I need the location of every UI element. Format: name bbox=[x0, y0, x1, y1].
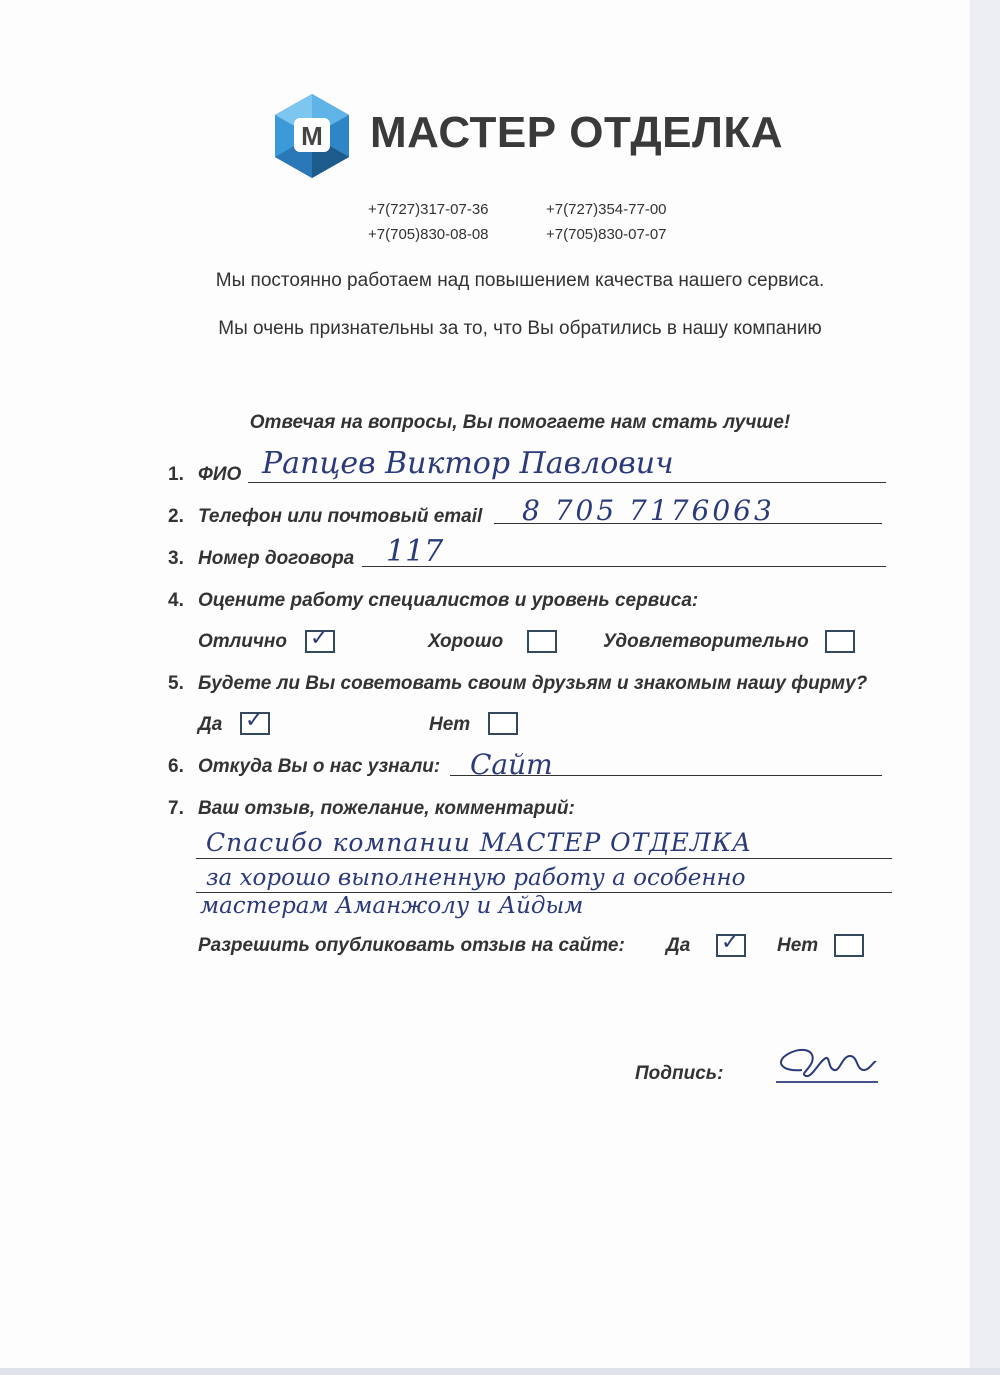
check-mark-icon: ✓ bbox=[721, 930, 740, 955]
phone-4: +7(705)830-07-07 bbox=[546, 226, 667, 243]
q1-answer-line bbox=[248, 482, 886, 483]
rating-excellent-label: Отлично bbox=[198, 631, 288, 652]
q2-number: 2. bbox=[168, 506, 184, 527]
publish-yes-label: Да bbox=[666, 935, 691, 956]
signature-scribble-icon bbox=[772, 1040, 882, 1086]
q2-label: Телефон или почтовый email bbox=[198, 506, 483, 527]
intro-line-2: Мы очень признательны за то, что Вы обратились в нашу компанию bbox=[218, 318, 822, 339]
publish-label: Разрешить опубликовать отзыв на сайте: bbox=[198, 935, 625, 956]
page-edge bbox=[970, 0, 1000, 1375]
brand-logo-icon bbox=[272, 92, 352, 180]
comment-line-1: Спасибо компании МАСТЕР ОТДЕЛКА bbox=[206, 828, 753, 857]
q5-number: 5. bbox=[168, 673, 184, 694]
rating-excellent-checkbox[interactable] bbox=[305, 626, 335, 653]
q4-label: Оцените работу специалистов и уровень сервиса: bbox=[198, 590, 699, 611]
comment-rule-1 bbox=[196, 858, 892, 859]
q2-answer-line bbox=[494, 523, 882, 524]
rating-good-label: Хорошо bbox=[428, 631, 504, 652]
comment-line-2: за хорошо выполненную работу а особенно bbox=[206, 865, 746, 891]
publish-no-checkbox[interactable] bbox=[834, 934, 864, 957]
q3-number: 3. bbox=[168, 548, 184, 569]
q2-answer: 8 705 7176063 bbox=[522, 494, 775, 527]
q3-label: Номер договора bbox=[198, 548, 355, 569]
q7-label: Ваш отзыв, пожелание, комментарий: bbox=[198, 798, 575, 819]
brand-name: МАСТЕР ОТДЕЛКА bbox=[370, 108, 784, 157]
page-bottom-edge bbox=[0, 1368, 1000, 1375]
recommend-no-checkbox[interactable] bbox=[488, 712, 518, 735]
phone-3: +7(705)830-08-08 bbox=[368, 226, 489, 243]
q6-answer-line bbox=[450, 775, 882, 776]
q3-answer-line bbox=[362, 566, 886, 567]
q3-answer: 117 bbox=[386, 534, 444, 569]
logo-letter: М bbox=[301, 121, 323, 151]
q5-label: Будете ли Вы советовать своим друзьям и знакомым нашу фирму? bbox=[198, 673, 868, 694]
q1-answer: Рапцев Виктор Павлович bbox=[262, 446, 674, 481]
q1-number: 1. bbox=[168, 464, 184, 485]
rating-good-checkbox[interactable] bbox=[527, 630, 557, 653]
q4-number: 4. bbox=[168, 590, 184, 611]
phone-2: +7(727)354-77-00 bbox=[546, 201, 667, 218]
rating-satisfactory-label: Удовлетворительно bbox=[603, 631, 809, 652]
recommend-yes-label: Да bbox=[198, 714, 223, 735]
check-mark-icon: ✓ bbox=[245, 708, 264, 733]
signature-label: Подпись: bbox=[635, 1063, 724, 1084]
publish-yes-checkbox[interactable] bbox=[716, 930, 746, 957]
q6-answer: Сайт bbox=[470, 748, 553, 781]
q6-number: 6. bbox=[168, 756, 184, 777]
check-mark-icon: ✓ bbox=[310, 626, 329, 651]
form-heading: Отвечая на вопросы, Вы помогаете нам стать лучше! bbox=[249, 412, 791, 433]
phone-1: +7(727)317-07-36 bbox=[368, 201, 489, 218]
q6-label: Откуда Вы о нас узнали: bbox=[198, 756, 441, 777]
q7-number: 7. bbox=[168, 798, 184, 819]
recommend-yes-checkbox[interactable] bbox=[240, 708, 270, 735]
publish-no-label: Нет bbox=[777, 935, 819, 956]
rating-satisfactory-checkbox[interactable] bbox=[825, 630, 855, 653]
q1-label: ФИО bbox=[198, 464, 242, 485]
recommend-no-label: Нет bbox=[429, 714, 471, 735]
comment-line-3: мастерам Аманжолу и Айдым bbox=[200, 893, 584, 919]
intro-line-1: Мы постоянно работаем над повышением качества нашего сервиса. bbox=[215, 270, 825, 291]
